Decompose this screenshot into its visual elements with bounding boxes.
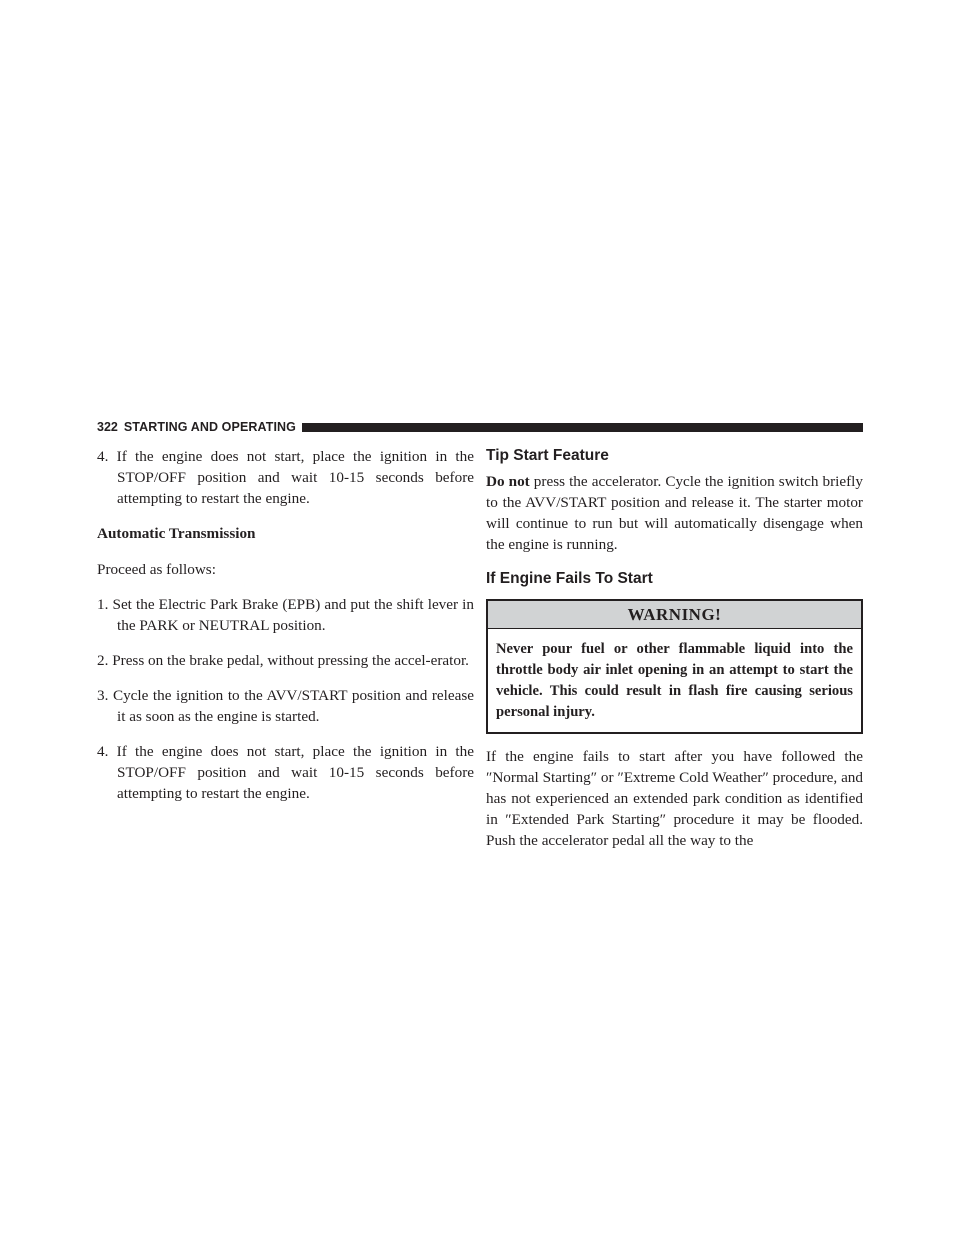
header-rule bbox=[302, 423, 863, 432]
paragraph: Proceed as follows: bbox=[97, 561, 216, 578]
right-column bbox=[486, 446, 863, 851]
page-header bbox=[97, 419, 863, 435]
section-title: STARTING AND OPERATING bbox=[123, 420, 296, 434]
list-item: 4. If the engine does not start, place the ignition in the STOP/OFF position and wait 10-15 seconds before attempting to restart the engine. bbox=[97, 743, 474, 802]
heading-tip-start: Tip Start Feature bbox=[486, 447, 609, 464]
page-number: 322 bbox=[97, 420, 118, 434]
paragraph: If the engine fails to start after you have followed the ″Normal Starting″ or ″Extreme Cold Weather″ procedure, and has not experienced an extended park condition as identified in ″Extended Park Starting″ procedure it may be flooded. Push the accelerator pedal all the way to the bbox=[486, 748, 863, 849]
warning-box bbox=[486, 599, 863, 734]
bold-lead: Do not bbox=[486, 473, 530, 490]
paragraph-text: press the accelerator. Cycle the ignition switch briefly to the AVV/START position and release it. The starter motor will continue to run but will automatically disengage when the engine is running. bbox=[486, 473, 863, 553]
warning-text: Never pour fuel or other flammable liquid into the throttle body air inlet opening in an attempt to start the vehicle. This could result in flash fire causing serious personal injury. bbox=[496, 641, 853, 720]
left-column bbox=[97, 446, 474, 818]
paragraph-tip-start bbox=[486, 471, 863, 555]
list-item: 1. Set the Electric Park Brake (EPB) and put the shift lever in the PARK or NEUTRAL position. bbox=[97, 596, 474, 634]
list-item: 3. Cycle the ignition to the AVV/START position and release it as soon as the engine is started. bbox=[97, 687, 474, 725]
subheading-automatic-transmission: Automatic Transmission bbox=[97, 525, 256, 542]
list-item: 2. Press on the brake pedal, without pressing the accel-erator. bbox=[97, 652, 469, 669]
heading-engine-fails: If Engine Fails To Start bbox=[486, 570, 653, 587]
list-item: 4. If the engine does not start, place the ignition in the STOP/OFF position and wait 10-15 seconds before attempting to restart the engine. bbox=[97, 448, 474, 507]
warning-title: WARNING! bbox=[488, 601, 861, 629]
